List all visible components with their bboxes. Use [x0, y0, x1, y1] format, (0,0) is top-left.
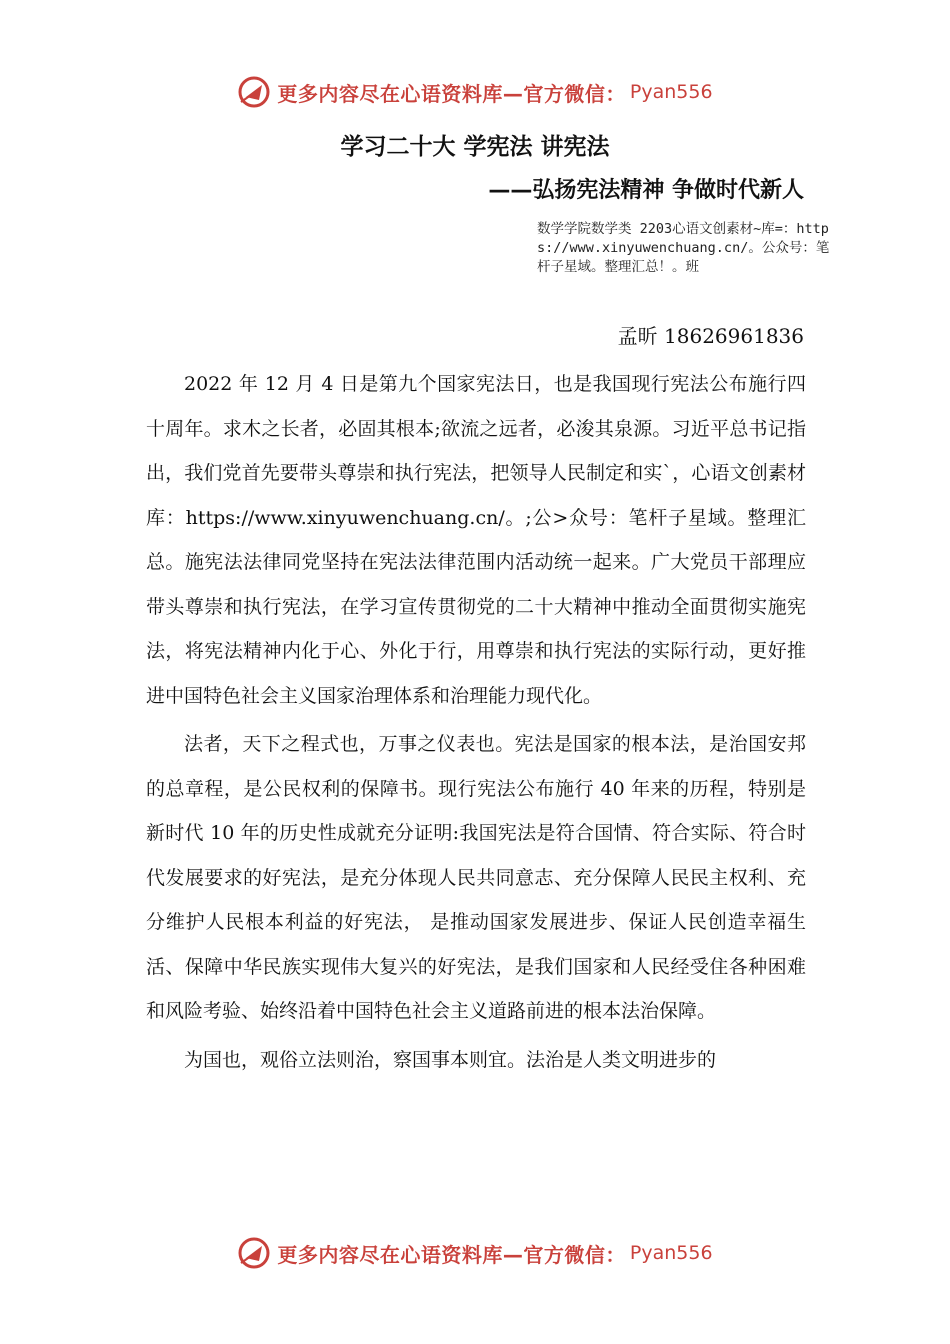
banner-contact: Pyan556 — [629, 81, 713, 103]
author-affiliation: 数学学院数学类 2203心语文创素材~库=：https://www.xinyuwenchuang.cn/。公众号：笔杆子星域。整理汇总！。班 — [537, 221, 830, 275]
logo-icon — [237, 1236, 271, 1270]
author-name: 孟昕 18626961836 — [617, 324, 804, 348]
document-body — [146, 362, 806, 1086]
logo-icon — [237, 75, 271, 109]
watermark-banner-bottom — [0, 1233, 950, 1273]
paragraph: 为国也，观俗立法则治，察国事本则宜。法治是人类文明进步的 — [184, 1048, 717, 1071]
watermark-banner-top — [0, 72, 950, 112]
banner-text: 更多内容尽在心语资料库—官方微信： — [277, 81, 626, 106]
paragraph: 法者，天下之程式也，万事之仪表也。宪法是国家的根本法，是治国安邦的总章程，是公民权利的保障书。现行宪法公布施行 40 年来的历程，特别是新时代 10 年的历史性成就充分证明:我国宪法是符合国情、符合实际、符合时代发展要求的好宪法，是充分体现人民共同意志、充分保障人民民主权利、充分维护人民根本利益的好宪法， 是推动国家发展进步、保证人民创造幸福生活、保障中华民族实现伟大复兴的好宪法，是我们国家和人民经受住各种困难和风险考验、始终沿着中国特色社会主义道路前进的根本法治保障。 — [146, 733, 806, 1022]
paragraph: 2022 年 12 月 4 日是第九个国家宪法日，也是我国现行宪法公布施行四十周年。求木之长者，必固其根本;欲流之远者，必浚其泉源。习近平总书记指出，我们党首先要带头尊崇和执行宪法，把领导人民制定和实`，心语文创素材库：https://www.xinyuwenchuang.cn/。;公>众号：笔杆子星域。整理汇总。施宪法法律同党坚持在宪法法律范围内活动统一起来。广大党员干部理应带头尊崇和执行宪法，在学习宣传贯彻党的二十大精神中推动全面贯彻实施宪法，将宪法精神内化于心、外化于行，用尊崇和执行宪法的实际行动，更好推进中国特色社会主义国家治理体系和治理能力现代化。 — [146, 373, 806, 707]
banner-contact: Pyan556 — [629, 1242, 713, 1264]
document-title: 学习二十大 学宪法 讲宪法 — [340, 134, 610, 160]
document-subtitle: ——弘扬宪法精神 争做时代新人 — [488, 178, 804, 203]
banner-text: 更多内容尽在心语资料库—官方微信： — [277, 1242, 626, 1267]
